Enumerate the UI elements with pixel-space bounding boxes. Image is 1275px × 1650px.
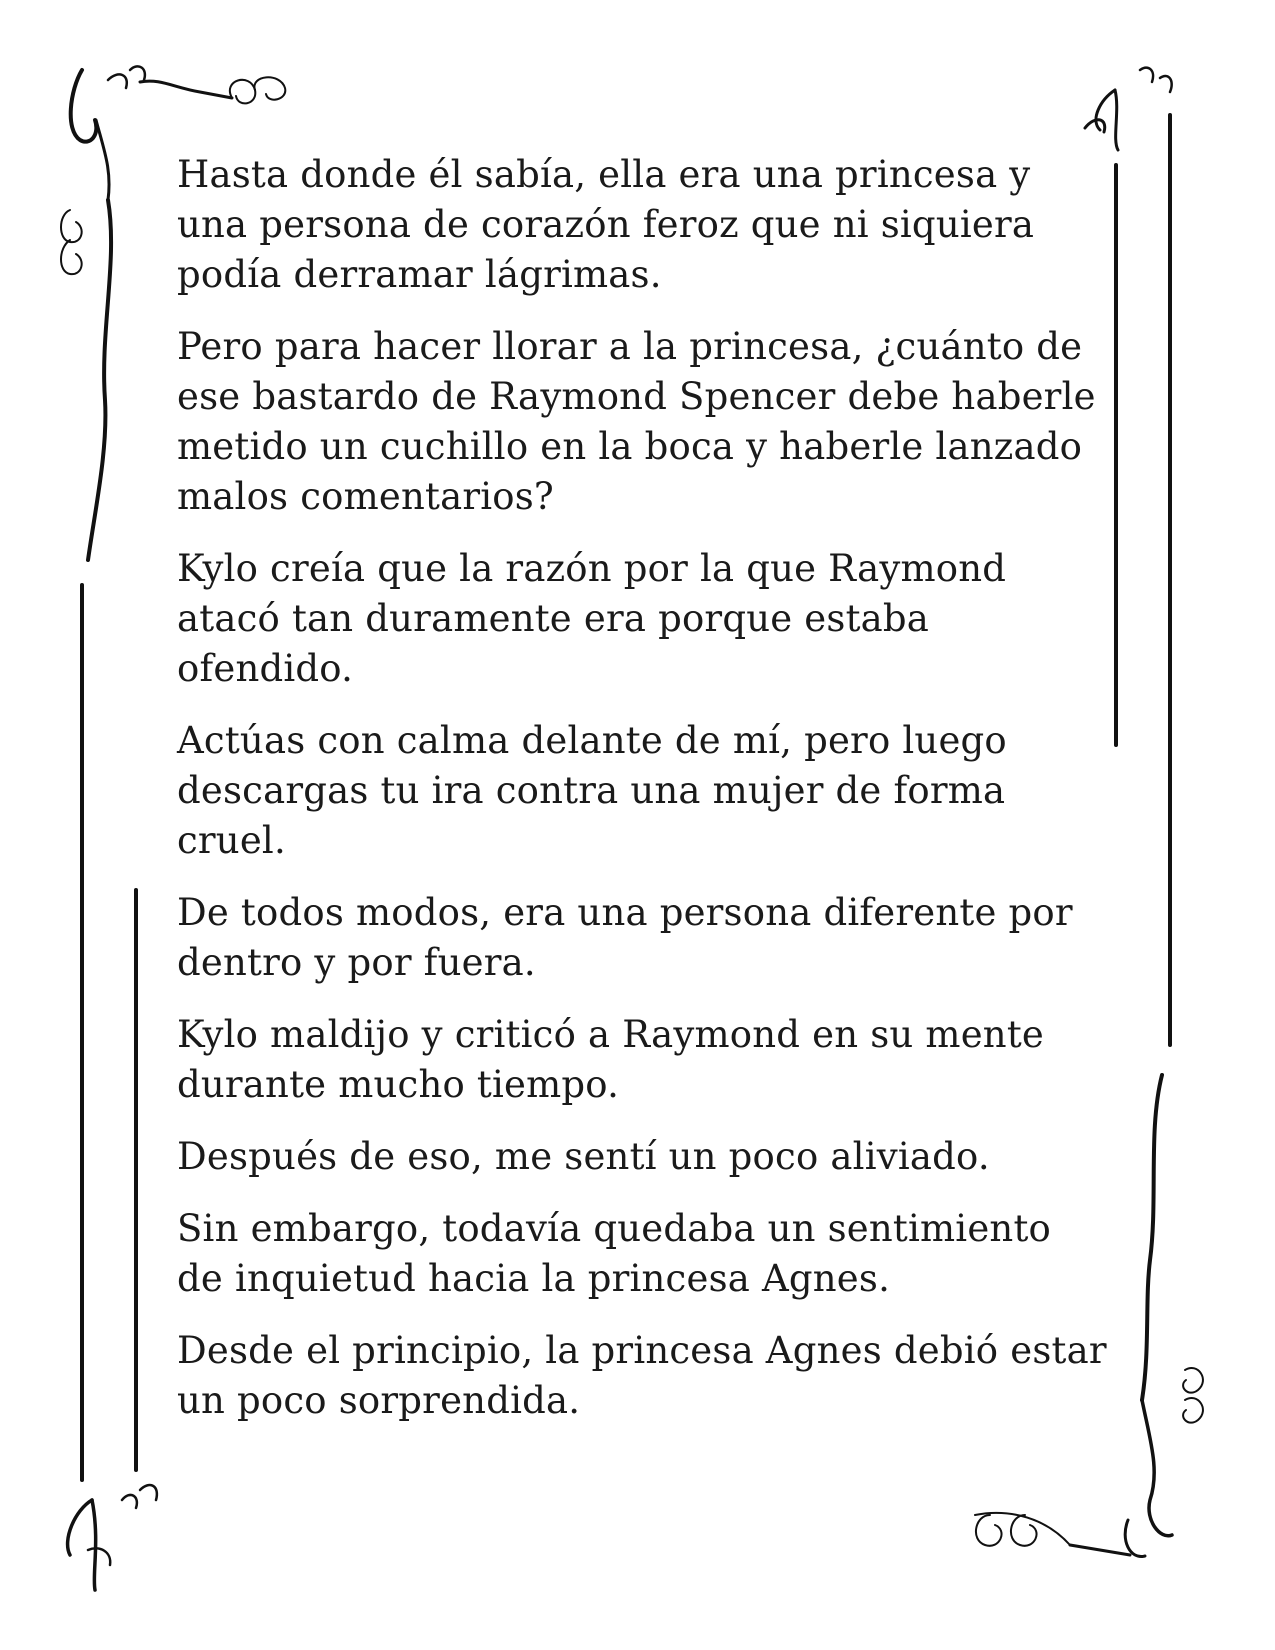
paragraph: Sin embargo, todavía quedaba un sentimiento de inquietud hacia la princesa Agnes. [177, 1207, 1051, 1300]
bottom-left-flourish [68, 1485, 157, 1590]
paragraph: Kylo creía que la razón por la que Raymond atacó tan duramente era porque estaba ofendido. [177, 547, 1007, 690]
paragraph: Actúas con calma delante de mí, pero luego descargas tu ira contra una mujer de forma cruel. [177, 719, 1007, 862]
page-body [177, 150, 1107, 1448]
paragraph: Después de eso, me sentí un poco aliviado. [177, 1135, 990, 1178]
paragraph: De todos modos, era una persona diferente por dentro y por fuera. [177, 891, 1073, 984]
paragraph: Pero para hacer llorar a la princesa, ¿cuánto de ese bastardo de Raymond Spencer debe haberle metido un cuchillo en la boca y haberle lanzado malos comentarios? [177, 325, 1096, 518]
paragraph: Hasta donde él sabía, ella era una princesa y una persona de corazón feroz que ni siquiera podía derramar lágrimas. [177, 153, 1035, 296]
top-right-flourish [1085, 68, 1172, 150]
paragraph: Kylo maldijo y criticó a Raymond en su mente durante mucho tiempo. [177, 1013, 1044, 1106]
paragraph: Desde el principio, la princesa Agnes debió estar un poco sorprendida. [177, 1329, 1107, 1422]
